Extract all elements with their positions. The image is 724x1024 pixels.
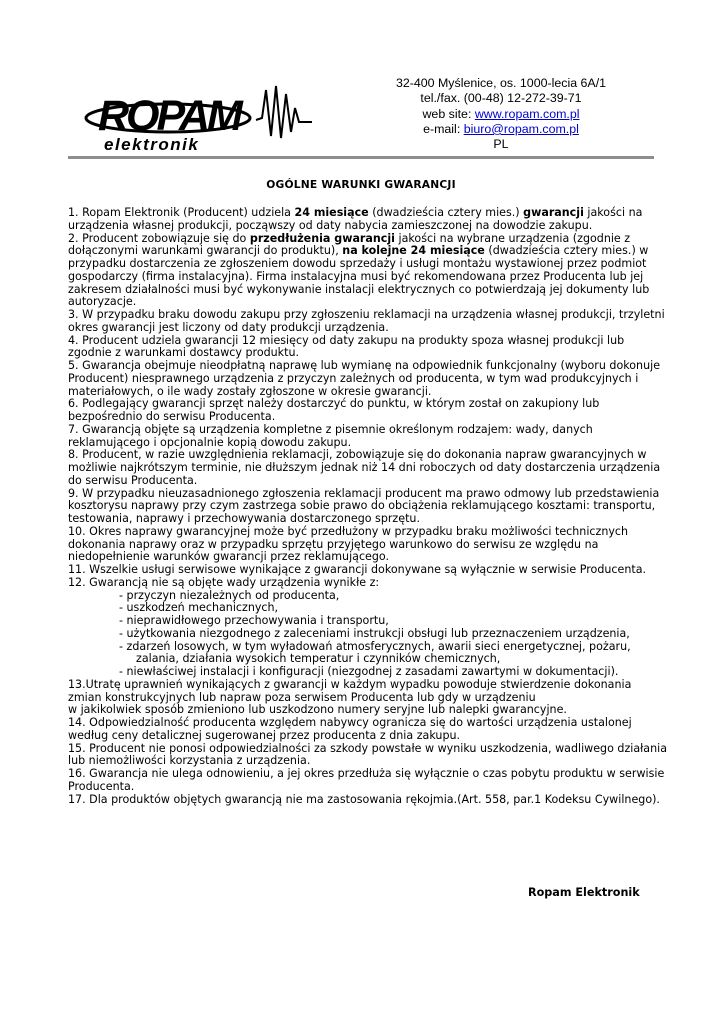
signature: Ropam Elektronik [528, 886, 640, 899]
clause-1-bold-warranty: gwarancji [523, 206, 584, 219]
clause-4: 4. Producent udziela gwarancji 12 miesięcy od daty zakupu na produkty spoza własnej produkcji lub zgodnie z warunkami dostawcy produktu. [68, 333, 625, 360]
logo-subtitle: elektronik [104, 135, 200, 154]
clause-12-item: - użytkowania niezgodnego z zaleceniami instrukcji obsługi lub przeznaczeniem urządzenia, [119, 626, 630, 640]
clause-9: 9. W przypadku nieuzasadnionego zgłoszenia reklamacji producent ma prawo odmowy lub przedstawienia kosztorysu naprawy przy czym zastrzega sobie prawo do obciążenia reklamującego kosztami: transportu, testowania, naprawy i przechowywania dostarczonego sprzętu. [68, 486, 660, 525]
clause-12-item: - nieprawidłowego przechowywania i transportu, [119, 614, 389, 627]
clause-8: 8. Producent, w razie uwzględnienia reklamacji, zobowiązuje się do dokonania napraw gwarancyjnych w możliwie najkrótszym terminie, nie dłuższym jednak niż 14 dni roboczych od daty dostarczenia urządzenia do serwisu Producenta. [68, 448, 661, 487]
logo-wordmark: ROPAM [98, 92, 240, 140]
website-link[interactable]: www.ropam.com.pl [474, 106, 580, 121]
clause-13-continuation: w jakikolwiek sposób zmieniono lub uszkodzono numery seryjne lub nalepki gwarancyjne. [68, 703, 567, 717]
country: PL [493, 137, 509, 152]
logo-graphic [84, 78, 314, 156]
clause-10: 10. Okres naprawy gwarancyjnej może być przedłużony w przypadku braku możliwości technicznych dokonania naprawy oraz w przypadku sprzętu przyjętego warunkowo do serwisu ze względu na niedopełnienie warunków gwarancji przez reklamującego. [68, 524, 629, 564]
header-divider [68, 156, 654, 159]
phone: tel./fax. (00-48) 12-272-39-71 [420, 91, 582, 106]
email-line [372, 122, 630, 137]
clause-17: 17. Dla produktów objętych gwarancją nie ma zastosowania rękojmia.(Art. 558, par.1 Kodeksu Cywilnego). [68, 792, 660, 806]
clause-1 [68, 207, 668, 233]
clause-1-text-c: (dwadzieścia cztery mies.) [368, 206, 524, 219]
clause-2-text-c: jakości na wybrane urządzenia (zgodnie z dołączonymi warunkami gwarancji do produktu), [68, 231, 631, 258]
website-label: web site: [422, 106, 475, 121]
clause-11: 11. Wszelkie usługi serwisowe wynikające z gwarancji dokonywane są wyłącznie w serwisie Producenta. [68, 563, 647, 576]
page-title: OGÓLNE WARUNKI GWARANCJI [266, 178, 456, 191]
clause-12-item: - zdarzeń losowych, w tym wyładowań atmosferycznych, awarii sieci energetycznej, pożaru, [119, 639, 631, 653]
clause-15: 15. Producent nie ponosi odpowiedzialności za szkody powstałe w wyniku uszkodzenia, wadliwego działania lub niemożliwości korzystania z urządzenia. [68, 741, 668, 768]
clause-12: 12. Gwarancją nie są objęte wady urządzenia wynikłe z: [68, 575, 380, 589]
clause-2-text-e: (dwadzieścia cztery mies.) w przypadku dostarczenia ze zgłoszeniem dowodu sprzedaży i usługi montażu wystawionej przez podmiot gospodarczy (firma instalacyjna). Firma instalacyjna musi być rekomendowana przez Producenta lub jej zakresem działalności musi być wykonywanie instalacji elektrycznych co potwierdzają jej dokumenty lub autoryzacje. [68, 244, 650, 309]
clause-7: 7. Gwarancją objęte są urządzenia kompletne z pisemnie określonym rodzajem: wady, danych reklamującego i opcjonalnie kopią dowodu zakupu. [68, 422, 593, 449]
company-logo [84, 78, 314, 156]
clause-6: 6. Podlegający gwarancji sprzęt należy dostarczyć do punktu, w którym został on zakupiony lub bezpośrednio do serwisu Producenta. [68, 397, 600, 423]
clause-1-bold-period: 24 miesiące [294, 206, 369, 219]
email-link[interactable]: biuro@ropam.com.pl [463, 121, 579, 136]
website-line [372, 107, 630, 122]
clause-1-text-e: jakości na urządzenia własnej produkcji, począwszy od daty nabycia zamieszczonej na dowodzie zakupu. [68, 206, 643, 232]
clause-2-bold-period: na kolejne 24 miesiące [342, 244, 485, 258]
clause-12-item: - uszkodzeń mechanicznych, [119, 601, 279, 615]
clause-3: 3. W przypadku braku dowodu zakupu przy zgłoszeniu reklamacji na urządzenia własnej produkcji, trzyletni okres gwarancji jest liczony od daty produkcji urządzenia. [68, 308, 665, 334]
clause-2-bold-extension: przedłużenia gwarancji [249, 231, 395, 245]
email-label: e-mail: [423, 121, 464, 136]
clause-14: 14. Odpowiedzialność producenta względem nabywcy ogranicza się do wartości urządzenia ustalonej według ceny detalicznej sugerowanej przez producenta z dnia zakupu. [68, 716, 632, 742]
clause-16: 16. Gwarancja nie ulega odnowieniu, a jej okres przedłuża się wyłącznie o czas pobytu produktu w serwisie Producenta. [68, 767, 665, 793]
clause-5: 5. Gwarancja obejmuje nieodpłatną naprawę lub wymianę na odpowiednik funkcjonalny (wyboru dokonuje Producent) niesprawnego urządzenia z przyczyn zależnych od producenta, w tym wad produkcyjnych i materiałowych, o ile wady zostały zgłoszone w okresie gwarancji. [68, 359, 661, 398]
clause-13: 13.Utratę uprawnień wynikających z gwarancji w każdym wypadku powoduje stwierdzenie dokonania zmian konstrukcyjnych lub napraw poza serwisem Producenta lub gdy w urządzeniu [68, 677, 632, 704]
clause-12-item: - niewłaściwej instalacji i konfiguracji (niezgodnej z zasadami zawartymi w dokumentacji). [119, 665, 619, 678]
clause-2 [68, 233, 668, 310]
contact-block [372, 76, 630, 152]
logo-signal-wave [256, 86, 312, 138]
clause-12-item-continuation: zalania, działania wysokich temperatur i czynników chemicznych, [136, 652, 501, 666]
clause-2-text-a: 2. Producent zobowiązuje się do [68, 231, 250, 245]
document-body [68, 207, 668, 806]
clause-1-text-a: 1. Ropam Elektronik (Producent) udziela [68, 206, 295, 219]
address: 32-400 Myślenice, os. 1000-lecia 6A/1 [395, 76, 607, 90]
clause-12-item: - przyczyn niezależnych od producenta, [119, 588, 340, 602]
